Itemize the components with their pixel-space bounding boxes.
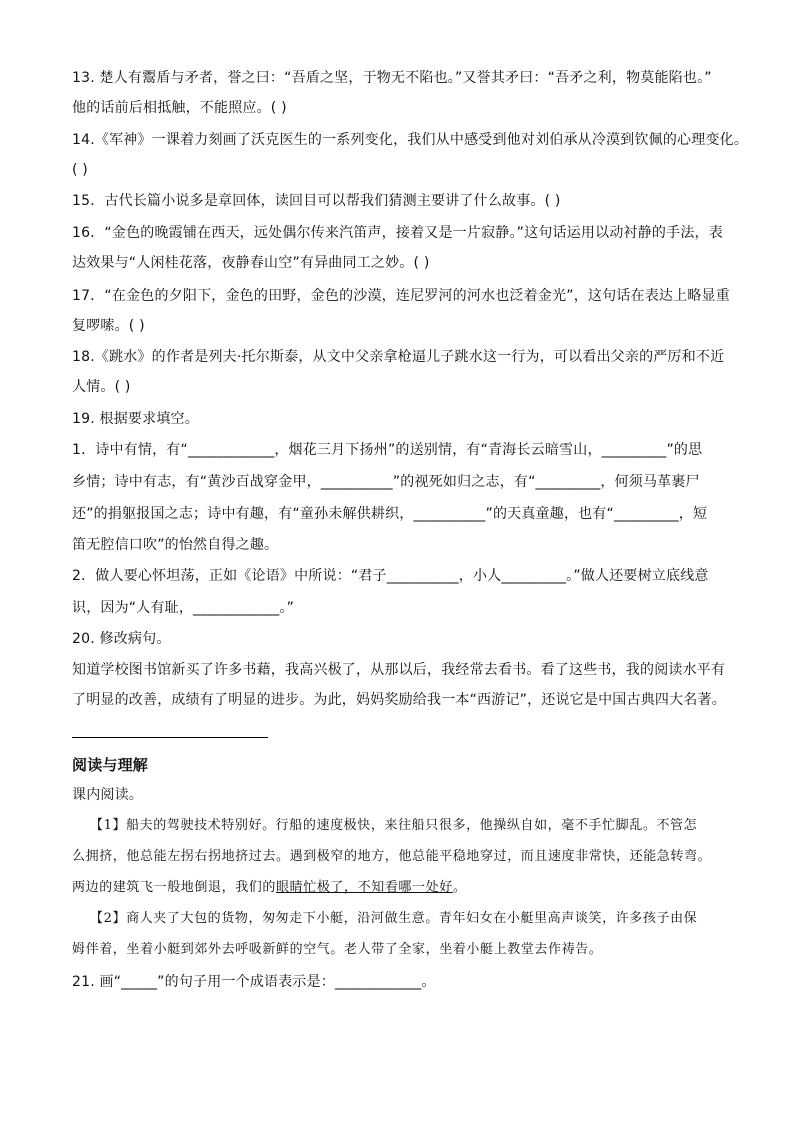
q16-line-1: 16．“金色的晚霞铺在西天，远处偶尔传来汽笛声，接着又是一片寂静。”这句话运用以动衬静的手法，表 — [72, 225, 723, 241]
section-title: 阅读与理解 — [72, 756, 149, 774]
passage-text: 两边的建筑飞一般地倒退，我们的 — [72, 880, 277, 895]
section-subtitle: 课内阅读。 — [72, 787, 143, 803]
passage-p2-line-1: 【2】商人夹了大包的货物，匆匆走下小艇，沿河做生意。青年妇女在小艇里高声谈笑，许多孩子由保 — [90, 911, 698, 926]
q20-line-1: 知道学校图书馆新买了许多书藉，我高兴极了，从那以后，我经常去看书。看了这些书，我的阅读水平有 — [72, 662, 726, 678]
q17-line-1: 17．“在金色的夕阳下，金色的田野，金色的沙漠，连尼罗河的河水也泛着金光”，这句话在表达上略显重 — [72, 288, 730, 304]
q21-line: 21. 画“_____”的句子用一个成语表示是：____________。 — [72, 974, 436, 990]
q19-1-line-1: 1．诗中有情，有“____________，烟花三月下扬州”的送别情，有“青海长云暗雪山，_________”的思 — [72, 442, 703, 458]
q19-1-line-4: 笛无腔信口吹”的怡然自得之趣。 — [72, 537, 279, 553]
underlined-sentence: 眼睛忙极了，不知看哪一处好 — [276, 880, 453, 895]
q20-title: 20. 修改病句。 — [72, 631, 171, 647]
q19-title: 19. 根据要求填空。 — [72, 411, 199, 427]
q20-line-2: 了明显的改善，成绩有了明显的进步。为此，妈妈奖励给我一本“西游记”，还说它是中国古典四大名著。 — [72, 692, 726, 708]
q18-line-2: 人情。( ) — [72, 379, 131, 395]
q19-1-line-2: 乡情；诗中有志，有“黄沙百战穿金甲，__________”的视死如归之志，有“_________，何须马革裹尸 — [72, 474, 700, 490]
q17-line-2: 复啰嗦。( ) — [72, 318, 145, 334]
passage-p1-line-2: 么拥挤，他总能左拐右拐地挤过去。遇到极窄的地方，他总能平稳地穿过，而且速度非常快，还能急转弯。 — [72, 849, 712, 864]
passage-text: 。 — [452, 880, 467, 895]
q18-line-1: 18.《跳水》的作者是列夫·托尔斯泰，从文中父亲拿枪逼儿子跳水这一行为，可以看出父亲的严厉和不近 — [72, 349, 725, 365]
q14-line-2: ( ) — [72, 162, 88, 178]
q19-1-line-3: 还”的捐躯报国之志；诗中有趣，有“童孙未解供耕织，__________”的天真童趣，也有“_________，短 — [72, 506, 708, 522]
q16-line-2: 达效果与“人闲桂花落，夜静春山空”有异曲同工之妙。( ) — [72, 255, 430, 271]
q13-line-1: 13. 楚人有鬻盾与矛者，誉之曰：“吾盾之坚，于物无不陷也。”又誉其矛曰：“吾矛之利，物莫能陷也。” — [72, 70, 712, 86]
passage-p1-line-3 — [72, 878, 466, 898]
passage-p2-line-2: 姆伴着，坐着小艇到郊外去呼吸新鲜的空气。老人带了全家，坐着小艇上教堂去作祷告。 — [72, 942, 603, 957]
passage-p1-line-1: 【1】船夫的驾驶技术特别好。行船的速度极快，来往船只很多，他操纵自如，毫不手忙脚乱。不管怎 — [90, 818, 698, 833]
q14-line-1: 14.《军神》一课着力刻画了沃克医生的一系列变化，我们从中感受到他对刘伯承从冷漠到钦佩的心理变化。 — [72, 132, 749, 148]
q19-2-line-1: 2．做人要心怀坦荡，正如《论语》中所说：“君子__________，小人_________。”做人还要树立底线意 — [72, 568, 709, 584]
q15-line: 15．古代长篇小说多是章回体，读回目可以帮我们猜测主要讲了什么故事。( ) — [72, 193, 561, 209]
q19-2-line-2: 识，因为“人有耻，____________。” — [72, 600, 295, 616]
section-divider — [72, 737, 268, 738]
q13-line-2: 他的话前后相抵触，不能照应。( ) — [72, 100, 287, 116]
